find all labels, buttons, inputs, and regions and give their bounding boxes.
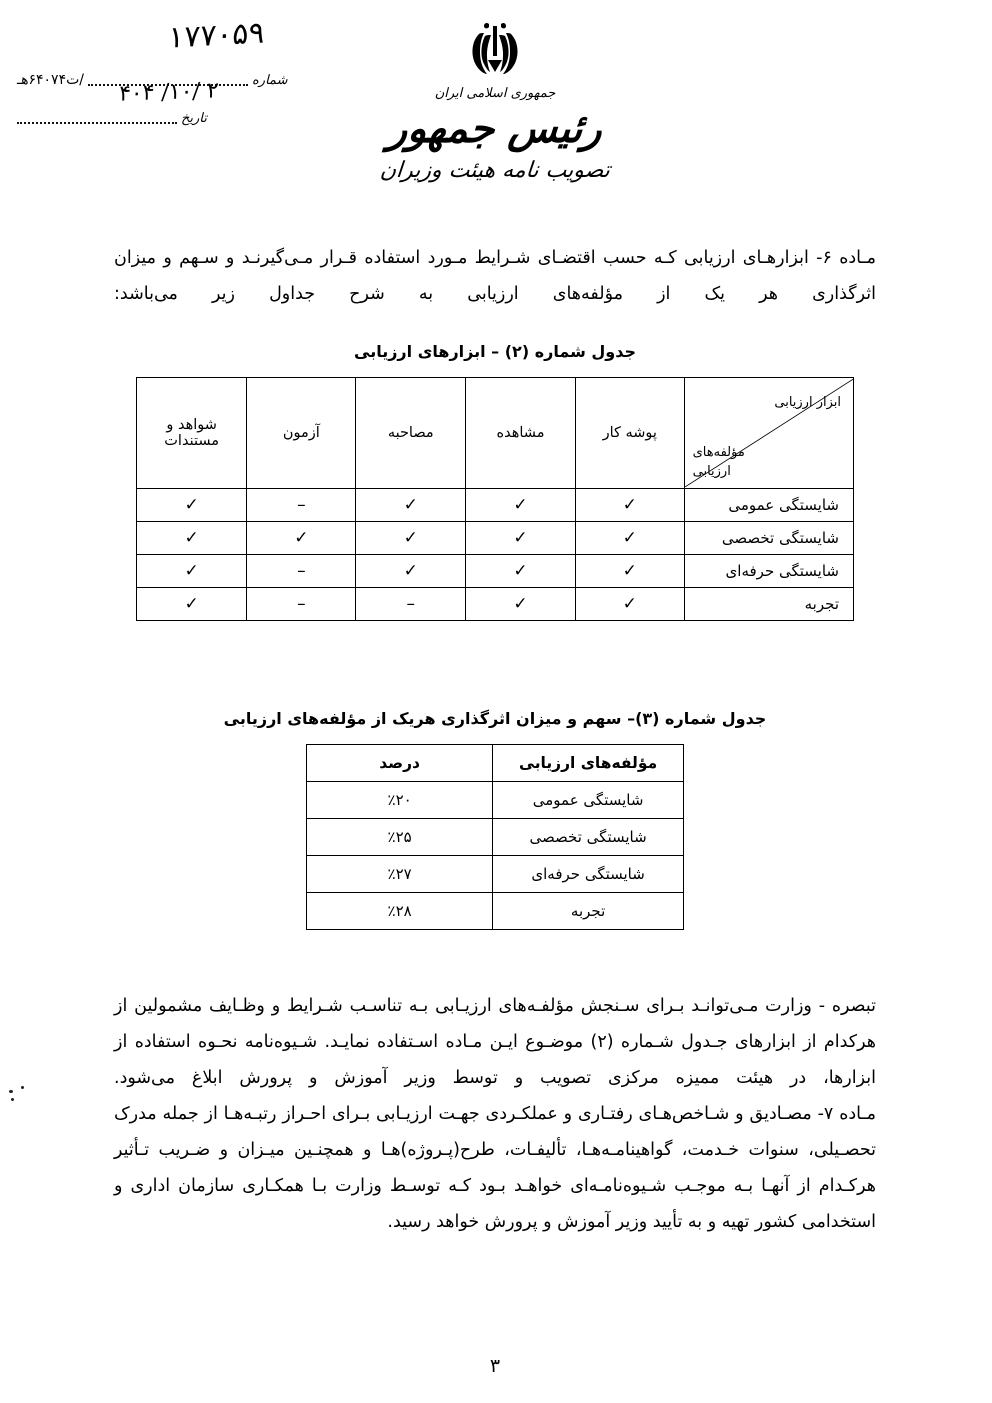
corner-components-line1: مؤلفه‌های (693, 445, 746, 460)
office-title: رئیس جمهور (387, 105, 605, 152)
cell-specialized-evidence: ✓ (138, 522, 248, 555)
corner-tools-label: ابزار ارزیابی (775, 395, 842, 410)
table-row (138, 522, 855, 555)
weight-row-label-specialized: شایستگی تخصصی (494, 819, 685, 856)
cell-specialized-test: ✓ (248, 522, 357, 555)
cell-general-interview: ✓ (357, 489, 467, 522)
column-header-observation: مشاهده (467, 378, 577, 489)
weight-row-label-experience: تجربه (494, 893, 685, 930)
scan-speck (12, 1098, 15, 1101)
cell-experience-test: – (248, 588, 357, 621)
iran-emblem-icon (460, 22, 532, 84)
cell-general-observation: ✓ (467, 489, 577, 522)
cell-professional-evidence: ✓ (138, 555, 248, 588)
table-2-caption: جدول شماره (۲) – ابزارهای ارزیابی (355, 342, 637, 361)
table-row (308, 856, 685, 893)
article-7-paragraph: مـاده ۷- مصـادیق و شـاخص‌هـای رفتـاری و عملکـردی جهـت ارزیـابی بـرای احـراز رتبـه‌هـا از جمله مدرک تحصـیلی، سنوات خـدمت، گواهینامـه‌هـا، تألیفـات، طرح(پـروژه)هـا و همچنـین میـزان و ضـریب تـأثیر هرکـدام از آنهـا بـه موجـب شـیوه‌نامـه‌ای خواهـد بـود کـه توسـط وزارت بـا همکـاری سازمان اداری و استخدامی کشور تهیه و به تأیید وزیر آموزش و پرورش خواهد رسید. (115, 1104, 877, 1232)
spacer (0, 930, 992, 988)
document-header (0, 0, 992, 232)
cell-experience-observation: ✓ (467, 588, 577, 621)
weight-row-label-professional: شایستگی حرفه‌ای (494, 856, 685, 893)
weight-value-professional: ٪۲۷ (308, 856, 494, 893)
table-row (308, 819, 685, 856)
reference-number-suffix: /ت۶۴۰۷۴هـ (18, 72, 85, 88)
cell-experience-interview: – (357, 588, 467, 621)
page-number: ۳ (490, 1355, 502, 1377)
cell-professional-observation: ✓ (467, 555, 577, 588)
spacer (0, 312, 992, 342)
row-label-professional-competency: شایستگی حرفه‌ای (685, 555, 854, 588)
table-body (138, 378, 855, 621)
cell-general-evidence: ✓ (138, 489, 248, 522)
column-header-test: آزمون (248, 378, 357, 489)
assessment-tools-table (137, 377, 855, 621)
note-paragraph: تبصره - وزارت مـی‌توانـد بـرای سـنجش مؤلفـه‌های ارزیـابی بـه تناسـب شـرایط و وظـایف مشمولین از هرکدام از ابزارهای جـدول شـماره (۲) موضـوع ایـن مـاده اسـتفاده نمایـد. شـیوه‌نامه نحـوه استفاده از ابزارها، در هیئت ممیزه مرکزی تصویب و توسط وزیر آموزش و پرورش ابلاغ می‌شود. (115, 996, 877, 1088)
scan-speck (22, 1086, 25, 1089)
cell-general-portfolio: ✓ (576, 489, 685, 522)
weight-row-label-general: شایستگی عمومی (494, 782, 685, 819)
corner-diagonal-header-cell (685, 378, 854, 489)
table-3-caption: جدول شماره (۳)– سهم و میزان اثرگذاری هریک از مؤلفه‌های ارزیابی (224, 709, 768, 728)
component-weights-table (307, 744, 685, 930)
column-header-portfolio: پوشه کار (576, 378, 685, 489)
corner-components-label (694, 443, 746, 481)
table-row (138, 555, 855, 588)
cell-general-test: – (248, 489, 357, 522)
article-6-paragraph: مـاده ۶- ابزارهـای ارزیابی کـه حسب اقتضـای شـرایط مـورد استفاده قـرار مـی‌گیرنـد و سـهم و میزان اثرگذاری هر یک از مؤلفه‌های ارزیابی به شرح جداول زیر می‌باشد: (115, 248, 877, 304)
spacer (0, 361, 992, 377)
cell-specialized-portfolio: ✓ (576, 522, 685, 555)
table-row (308, 893, 685, 930)
table-row (138, 588, 855, 621)
cell-specialized-observation: ✓ (467, 522, 577, 555)
country-name: جمهوری اسلامی ایران (435, 86, 557, 101)
cell-experience-portfolio: ✓ (576, 588, 685, 621)
corner-diagonal-inner (686, 379, 854, 487)
handwritten-date: ۴۰۴ /۱۰/ ۲ (119, 78, 221, 107)
cell-professional-portfolio: ✓ (576, 555, 685, 588)
table-row (138, 489, 855, 522)
column-header-evidence: شواهد و مستندات (138, 378, 248, 489)
column-header-percent: درصد (308, 745, 494, 782)
document-type-title: تصویب نامه هیئت وزیران (379, 158, 613, 183)
reference-number-label: شماره (253, 73, 289, 88)
date-dots (18, 110, 178, 124)
cell-experience-evidence: ✓ (138, 588, 248, 621)
reference-stamp-block (18, 15, 308, 128)
row-label-experience: تجربه (685, 588, 854, 621)
cell-professional-interview: ✓ (357, 555, 467, 588)
column-header-interview: مصاحبه (357, 378, 467, 489)
weight-value-general: ٪۲۰ (308, 782, 494, 819)
scan-speck (10, 1090, 14, 1093)
spacer (0, 728, 992, 744)
row-label-specialized-competency: شایستگی تخصصی (685, 522, 854, 555)
weight-value-specialized: ٪۲۵ (308, 819, 494, 856)
cell-specialized-interview: ✓ (357, 522, 467, 555)
spacer (0, 621, 992, 679)
handwritten-reference-number: ۱۷۷۰۵۹ (168, 15, 267, 56)
row-label-general-competency: شایستگی عمومی (685, 489, 854, 522)
document-body (0, 240, 992, 1240)
weight-value-experience: ٪۲۸ (308, 893, 494, 930)
table-body (308, 745, 685, 930)
corner-components-line2: ارزیابی (693, 464, 732, 479)
column-header-components: مؤلفه‌های ارزیابی (494, 745, 685, 782)
cell-professional-test: – (248, 555, 357, 588)
table-row (308, 782, 685, 819)
table-header-row (138, 378, 855, 489)
date-label: تاریخ (182, 111, 208, 126)
table-header-row (308, 745, 685, 782)
spacer (0, 679, 992, 709)
